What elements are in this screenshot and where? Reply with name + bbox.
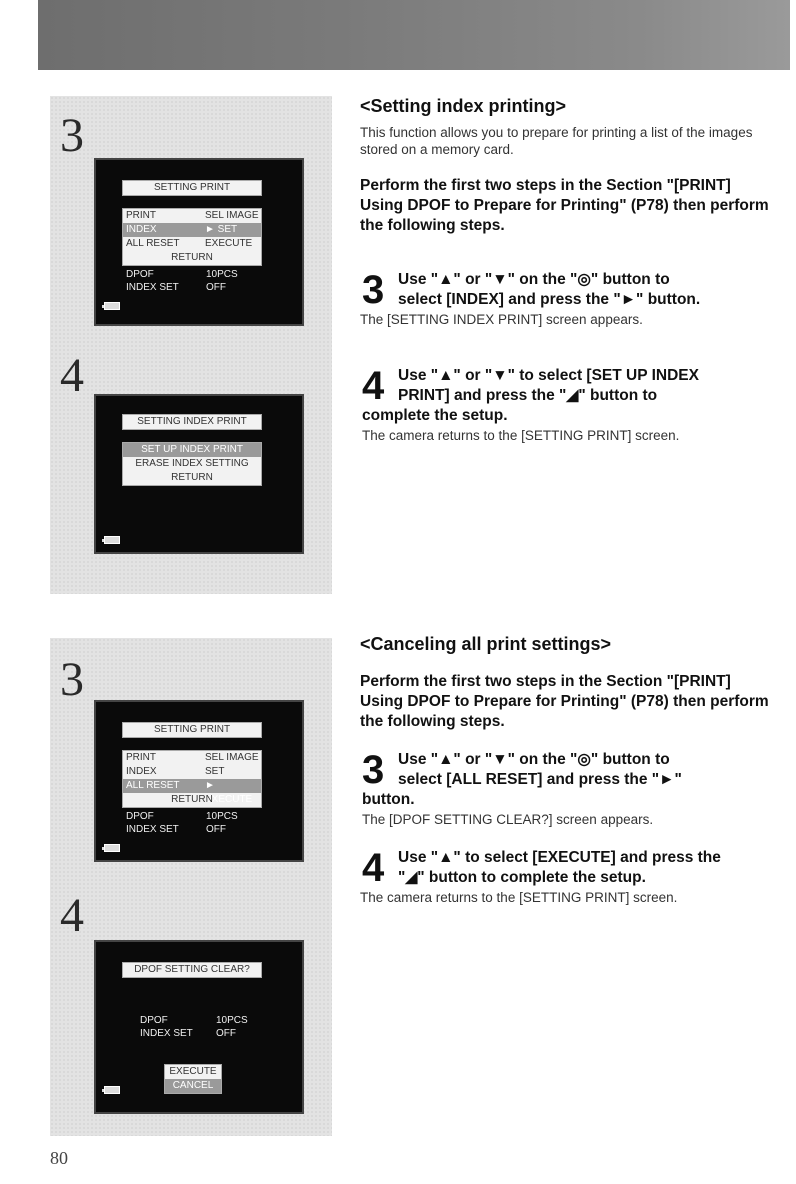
menu-row-selected: INDEX ► SET [123, 223, 261, 237]
step-3: 3 Use "▲" or "▼" on the "◎" button to select [ALL RESET] and press the "►" button. The [DPOF SETTING CLEAR?] screen appears. [362, 750, 782, 828]
lcd-header: SETTING INDEX PRINT [122, 414, 262, 430]
lcd-menu [122, 208, 262, 266]
lcd-screen-dpof-setting-clear [94, 940, 304, 1114]
battery-icon [104, 536, 120, 544]
step-number: 3 [362, 268, 385, 312]
step-number: 4 [362, 846, 385, 890]
figure-step-label: 4 [60, 889, 84, 942]
lcd-screen-setting-print [94, 158, 304, 326]
lcd-header: DPOF SETTING CLEAR? [122, 962, 262, 978]
section-title: <Canceling all print settings> [360, 634, 612, 654]
section-title: <Setting index printing> [360, 96, 567, 116]
lcd-menu [122, 750, 262, 808]
lcd-button-box [164, 1064, 222, 1094]
battery-icon [104, 844, 120, 852]
lcd-header: SETTING PRINT [122, 180, 262, 196]
execute-option: EXECUTE [169, 1066, 217, 1077]
menu-row: ALL RESET EXECUTE [126, 238, 253, 249]
step-note: The camera returns to the [SETTING PRINT] screen. [360, 890, 678, 905]
step-note: The [SETTING INDEX PRINT] screen appears. [360, 312, 643, 327]
battery-icon [104, 302, 120, 310]
menu-row: PRINT SEL IMAGE [126, 210, 259, 221]
lcd-header: SETTING PRINT [122, 722, 262, 738]
battery-icon [104, 1086, 120, 1094]
page-number: 80 [50, 1148, 68, 1168]
step-4: 4 Use "▲" or "▼" to select [SET UP INDEX PRINT] and press the "◢" button to complete the setup. The camera returns to the [SETTING PRINT] screen. [362, 366, 782, 444]
lcd-screen-setting-index-print [94, 394, 304, 554]
menu-row: RETURN [171, 794, 213, 805]
instruction-text: Perform the first two steps in the Section "[PRINT] Using DPOF to Prepare for Printing" (P78) then perform the following steps. [360, 673, 769, 730]
menu-row: ERASE INDEX SETTING [135, 458, 249, 469]
figure-step-label: 3 [60, 653, 84, 706]
menu-row-selected: ALL RESET ► EXECUTE [123, 779, 261, 793]
lcd-status: DPOF 10PCS INDEX SET OFF [140, 1015, 248, 1039]
step-note: The [DPOF SETTING CLEAR?] screen appears. [362, 812, 654, 827]
menu-row: RETURN [171, 252, 213, 263]
menu-row-selected: SET UP INDEX PRINT [123, 443, 261, 457]
instruction-text: Perform the first two steps in the Section "[PRINT] Using DPOF to Prepare for Printing" (P78) then perform the following steps. [360, 177, 769, 234]
step-number: 3 [362, 748, 385, 792]
figure-step-label: 4 [60, 349, 84, 402]
lcd-screen-setting-print [94, 700, 304, 862]
step-3: 3 Use "▲" or "▼" on the "◎" button to select [INDEX] and press the "►" button. The [SETTING INDEX PRINT] screen appears. [362, 270, 782, 328]
intro-text: This function allows you to prepare for printing a list of the images stored on a memory card. [360, 125, 753, 157]
lcd-status: DPOF 10PCS INDEX SET OFF [126, 811, 238, 835]
header-band [38, 0, 790, 70]
cancel-option: CANCEL [165, 1079, 221, 1093]
menu-row: PRINT SEL IMAGE [126, 752, 259, 763]
figure-step-label: 3 [60, 109, 84, 162]
menu-row: RETURN [171, 472, 213, 483]
step-note: The camera returns to the [SETTING PRINT] screen. [362, 428, 680, 443]
lcd-menu [122, 442, 262, 486]
step-4: 4 Use "▲" to select [EXECUTE] and press the "◢" button to complete the setup. The camera returns to the [SETTING PRINT] screen. [362, 848, 782, 906]
lcd-status: DPOF 10PCS INDEX SET OFF [126, 269, 238, 293]
menu-row: INDEX SET [126, 766, 225, 777]
step-number: 4 [362, 364, 385, 408]
